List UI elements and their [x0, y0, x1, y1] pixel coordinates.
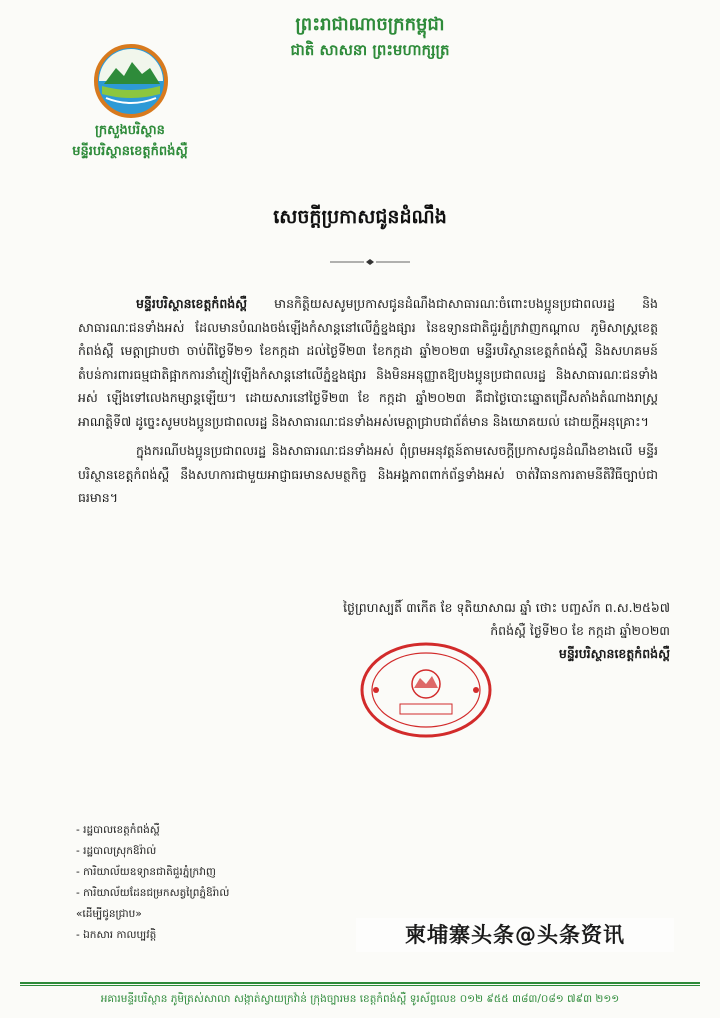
- cc-item: «ដើម្បីជូនជ្រាប»: [76, 908, 142, 920]
- document-title: សេចក្តីប្រកាសជូនដំណឹង: [273, 206, 447, 228]
- ornament-divider: [330, 258, 410, 266]
- announcement-body: [78, 292, 658, 516]
- department-name: មន្ទីរបរិស្ថានខេត្តកំពង់ស្ពឺ: [72, 144, 188, 159]
- solar-date: កំពង់ស្ពឺ ថ្ងៃទី២០ ខែ កក្កដា ឆ្នាំ២០២៣: [490, 623, 670, 638]
- ministry-logo: [94, 44, 168, 118]
- footer-divider: [20, 982, 700, 984]
- kingdom-title: ព្រះរាជាណាចក្រកម្ពុជា: [295, 14, 445, 35]
- national-motto: ជាតិ សាសនា ព្រះមហាក្សត្រ: [290, 41, 450, 59]
- cc-item: - ការិយាល័យឧទ្យានជាតិជួរភ្នំក្រវាញ: [76, 866, 216, 878]
- paragraph-1: [78, 292, 658, 433]
- official-seal: [358, 640, 494, 740]
- issuer-name: មន្ទីរបរិស្ថានខេត្តកំពង់ស្ពឺ: [136, 296, 248, 311]
- paragraph-1-text: មានកិត្តិយសសូមប្រកាសជូនដំណឹងជាសាធារណៈចំពោះបងប្អូនប្រជាពលរដ្ឋ និងសាធារណៈជនទាំងអស់ ដែលមានបំណងចង់ឡើងកំសាន្តនៅលើភ្នំខ្នងផ្សារ នៃឧទ្យានជាតិជួរភ្នំក្រវាញកណ្តាល ភូមិសាស្ត្រខេត្តកំពង់ស្ពឺ មេត្តាជ្រាបថា ចាប់ពីថ្ងៃទី២១ ខែកក្កដា ដល់ថ្ងៃទី២៣ ខែកក្កដា ឆ្នាំ២០២៣ មន្ទីរបរិស្ថានខេត្តកំពង់ស្ពឺ និងសហគមន៍តំបន់ការពារធម្មជាតិផ្អាកការនាំភ្ញៀវឡើងកំសាន្តនៅលើភ្នំខ្នងផ្សារ និងមិនអនុញ្ញាតឱ្យបងប្អូនប្រជាពលរដ្ឋ និងសាធារណៈជនទាំងអស់ ឡើងទៅលេងកម្សាន្តឡើយ។ ដោយសារនៅថ្ងៃទី២៣ ខែ កក្កដា ឆ្នាំ២០២៣ គឺជាថ្ងៃបោះឆ្នោតជ្រើសតាំងតំណាងរាស្ត្រអាណត្តិទី៧ ដូច្នេះសូមបងប្អូនប្រជាពលរដ្ឋ និងសាធារណៈជនទាំងអស់មេត្តាជ្រាបជាព័ត៌មាន និងយោគយល់ ដោយក្តីអនុគ្រោះ។: [78, 296, 658, 429]
- ministry-block: [30, 120, 230, 162]
- paragraph-2: ក្នុងករណីបងប្អូនប្រជាពលរដ្ឋ និងសាធារណៈជនទាំងអស់ ពុំព្រមអនុវត្តន៍តាមសេចក្តីប្រកាសជូនដំណឹងខាងលើ មន្ទីរបរិស្ថានខេត្តកំពង់ស្ពឺ នឹងសហការជាមួយអាជ្ញាធរមានសមត្ថកិច្ច និងអង្គភាពពាក់ព័ន្ធទាំងអស់ ចាត់វិធានការតាមនីតិវិធីច្បាប់ជាធរមាន។: [78, 443, 658, 505]
- ministry-name: ក្រសួងបរិស្ថាន: [95, 123, 165, 138]
- cc-item: - ការិយាល័យដែនជម្រកសត្វព្រៃភ្នំឱរ៉ាល់: [76, 887, 230, 899]
- kingdom-header: [250, 12, 490, 62]
- signatory: មន្ទីរបរិស្ថានខេត្តកំពង់ស្ពឺ: [558, 646, 670, 661]
- cc-item: - រដ្ឋបាលខេត្តកំពង់ស្ពឺ: [76, 824, 160, 836]
- cc-list: [76, 820, 229, 946]
- footer-address: អគារមន្ទីរបរិស្ថាន ភូមិត្រស់សាលា សង្កាត់ស្វាយក្រវ៉ាន់ ក្រុងច្បារមន ខេត្តកំពង់ស្ពឺ ទូរស័ព្ទលេខ ០១២ ៩៥៥ ៣៨៣/០៨១ ៧៩៣ ២១១: [100, 993, 620, 1005]
- footer-divider-thin: [20, 985, 700, 986]
- cc-item: - រដ្ឋបាលស្រុកឱរ៉ាល់: [76, 845, 157, 857]
- lunar-date: ថ្ងៃព្រហស្បតិ៍ ៣កើត ខែ ទុតិយាសាឍ ឆ្នាំ ថោះ បញ្ចស័ក ព.ស.២៥៦៧: [343, 600, 670, 615]
- cc-item: - ឯកសារ កាលប្បវត្តិ: [76, 929, 157, 941]
- source-watermark: 柬埔寨头条@头条资讯: [356, 918, 674, 952]
